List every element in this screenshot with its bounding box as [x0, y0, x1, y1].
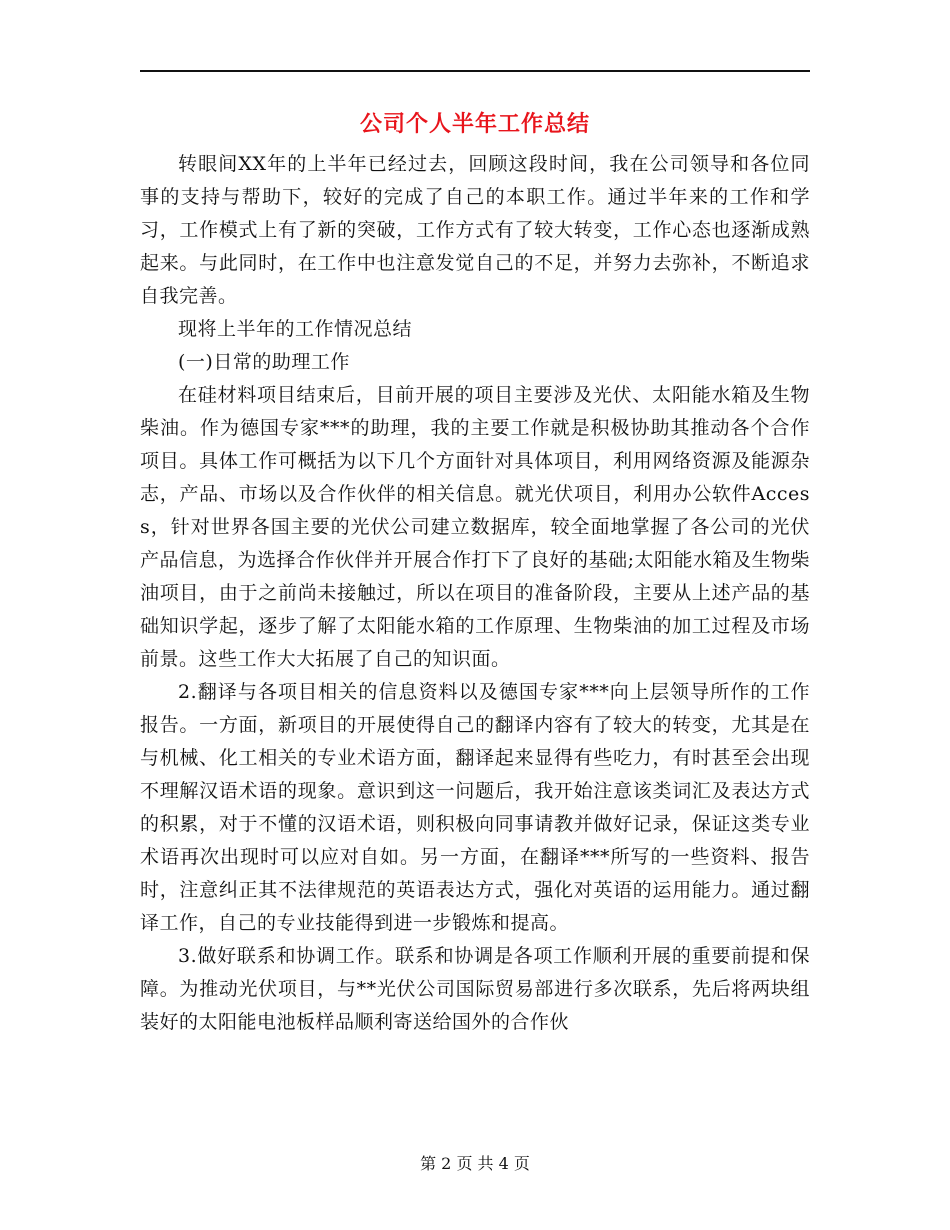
footer-mid: 页 共	[456, 1154, 494, 1173]
footer-page-number: 2	[441, 1154, 452, 1173]
paragraph-summary-heading: 现将上半年的工作情况总结	[178, 318, 413, 340]
page-footer	[0, 1152, 950, 1176]
section-heading-daily-assistant-work: (一)日常的助理工作	[178, 351, 350, 373]
paragraph-projects: 在硅材料项目结束后，目前开展的项目主要涉及光伏、太阳能水箱及生物柴油。作为德国专家***的助理，我的主要工作就是积极协助其推动各个合作项目。具体工作可概括为以下几个方面针对具体项目，利用网络资源及能源杂志，产品、市场以及合作伙伴的相关信息。就光伏项目，利用办公软件Access，针对世界各国主要的光伏公司建立数据库，较全面地掌握了各公司的光伏产品信息，为选择合作伙伴并开展合作打下了良好的基础;太阳能水箱及生物柴油项目，由于之前尚未接触过，所以在项目的准备阶段，主要从上述产品的基础知识学起，逐步了解了太阳能水箱的工作原理、生物柴油的加工过程及市场前景。这些工作大大拓展了自己的知识面。	[140, 384, 810, 670]
footer-prefix: 第	[420, 1154, 437, 1173]
paragraph-translation: 2.翻译与各项目相关的信息资料以及德国专家***向上层领导所作的工作报告。一方面，新项目的开展使得自己的翻译内容有了较大的转变，尤其是在与机械、化工相关的专业术语方面，翻译起来显得有些吃力，有时甚至会出现不理解汉语术语的现象。意识到这一问题后，我开始注意该类词汇及表达方式的积累，对于不懂的汉语术语，则积极向同事请教并做好记录，保证这类专业术语再次出现时可以应对自如。另一方面，在翻译***所写的一些资料、报告时，注意纠正其不法律规范的英语表达方式，强化对英语的运用能力。通过翻译工作，自己的专业技能得到进一步锻炼和提高。	[140, 681, 810, 934]
footer-page-total: 4	[498, 1154, 509, 1173]
paragraph-coordination: 3.做好联系和协调工作。联系和协调是各项工作顺利开展的重要前提和保障。为推动光伏项目，与**光伏公司国际贸易部进行多次联系，先后将两块组装好的太阳能电池板样品顺利寄送给国外的合作伙	[140, 945, 810, 1033]
document-body	[140, 148, 810, 1039]
footer-suffix: 页	[513, 1154, 530, 1173]
paragraph-intro: 转眼间XX年的上半年已经过去，回顾这段时间，我在公司领导和各位同事的支持与帮助下，较好的完成了自己的本职工作。通过半年来的工作和学习，工作模式上有了新的突破，工作方式有了较大转变，工作心态也逐渐成熟起来。与此同时，在工作中也注意发觉自己的不足，并努力去弥补，不断追求自我完善。	[140, 153, 810, 307]
header-rule	[140, 70, 810, 72]
document-title: 公司个人半年工作总结	[359, 111, 590, 137]
